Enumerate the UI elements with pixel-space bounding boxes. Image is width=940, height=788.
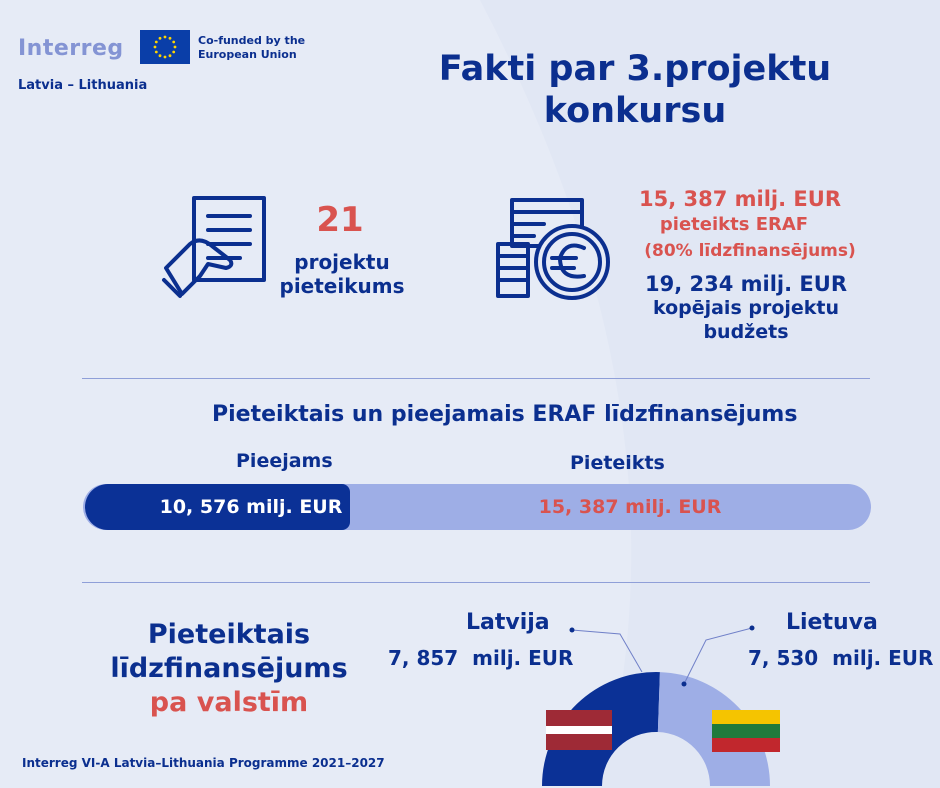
latvia-name: Latvija bbox=[466, 610, 550, 635]
available-label: Pieejams bbox=[236, 450, 333, 472]
cofunded-text: Co-funded by the European Union bbox=[198, 34, 306, 61]
bar-section-heading: Pieteiktais un pieejamais ERAF līdzfinansējums bbox=[212, 402, 798, 427]
country-heading-line1: Pieteiktais bbox=[147, 619, 311, 650]
erdf-label: pieteikts ERAF bbox=[659, 214, 809, 235]
project-label-line1: projektu bbox=[294, 250, 390, 274]
lithuania-name: Lietuva bbox=[786, 610, 878, 635]
lithuania-flag-icon bbox=[712, 710, 780, 752]
region-label: Latvia – Lithuania bbox=[18, 78, 148, 93]
latvia-amount: 7, 857 milj. EUR bbox=[388, 646, 574, 670]
erdf-note: (80% līdzfinansējums) bbox=[644, 241, 856, 261]
erdf-amount: 15, 387 milj. EUR bbox=[639, 187, 841, 211]
interreg-logo: Interreg bbox=[18, 36, 124, 61]
page-title-line2: konkursu bbox=[543, 91, 727, 131]
country-heading-line3: pa valstīm bbox=[149, 687, 309, 718]
applied-label: Pieteikts bbox=[570, 452, 665, 474]
project-label-line2: pieteikums bbox=[279, 274, 405, 298]
lithuania-leader-dot bbox=[750, 626, 755, 631]
budget-label-line2: budžets bbox=[703, 321, 789, 343]
latvia-flag-icon bbox=[546, 710, 612, 750]
latvia-leader-dot bbox=[570, 628, 575, 633]
project-count: 21 bbox=[316, 200, 364, 240]
country-heading-line2: līdzfinansējums bbox=[110, 653, 348, 684]
page-title-line1: Fakti par 3.projektu bbox=[438, 49, 832, 89]
budget-amount: 19, 234 milj. EUR bbox=[645, 272, 847, 296]
latvia-leader-line bbox=[572, 630, 642, 672]
available-value: 10, 576 milj. EUR bbox=[159, 496, 343, 518]
lithuania-slice-dot bbox=[682, 682, 687, 687]
lithuania-amount: 7, 530 milj. EUR bbox=[748, 646, 934, 670]
lithuania-leader-line bbox=[684, 628, 752, 684]
footer-programme: Interreg VI-A Latvia–Lithuania Programme 2021–2027 bbox=[22, 756, 385, 770]
budget-label-line1: kopējais projektu bbox=[652, 297, 840, 319]
applied-value: 15, 387 milj. EUR bbox=[538, 496, 722, 518]
